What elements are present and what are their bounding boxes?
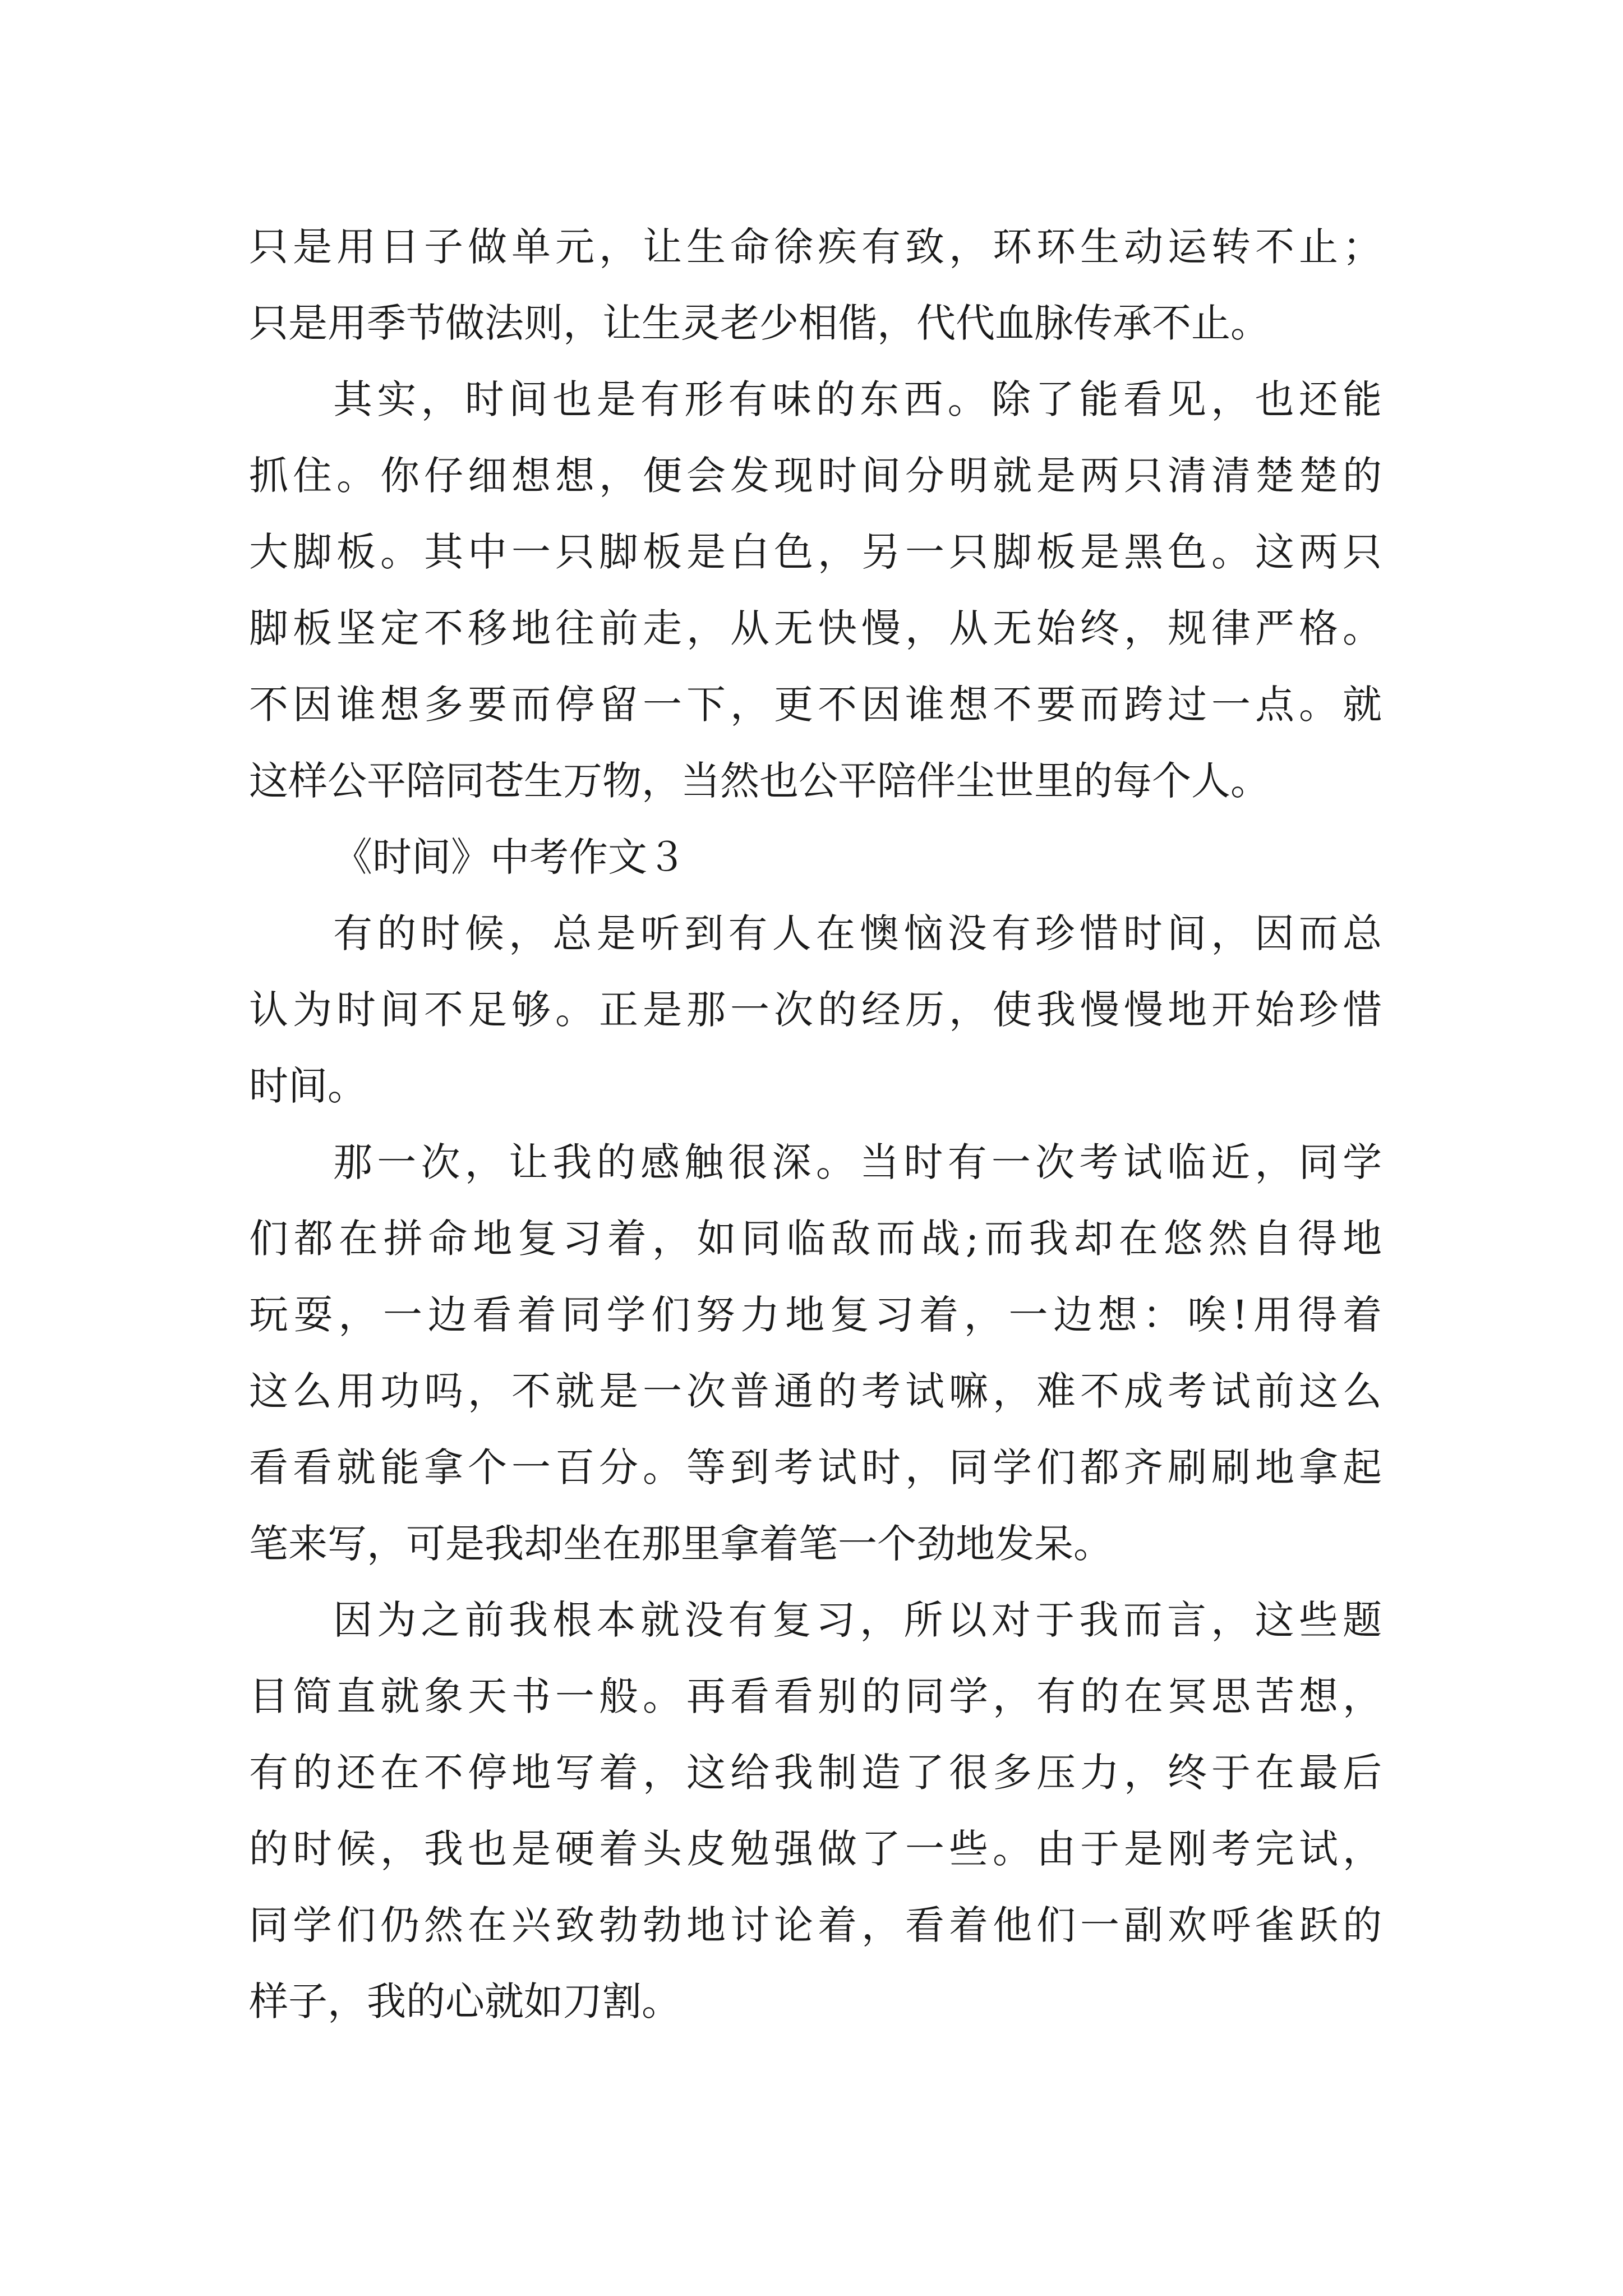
text-line: 看看就能拿个一百分。等到考试时，同学们都齐刷刷地拿起 (249, 1444, 1382, 1490)
text-line: 只是用日子做单元，让生命徐疾有致，环环生动运转不止； (249, 224, 1382, 270)
text-line: 脚板坚定不移地往前走，从无快慢，从无始终，规律严格。 (249, 605, 1382, 651)
paragraph-first-line: 其实，时间也是有形有味的东西。除了能看见，也还能 (333, 376, 1382, 422)
text-line: 有的还在不停地写着，这给我制造了很多压力，终于在最后 (249, 1750, 1382, 1796)
text-line: 笔来写，可是我却坐在那里拿着笔一个劲地发呆。 (249, 1521, 1113, 1567)
paragraph-first-line: 有的时候，总是听到有人在懊恼没有珍惜时间，因而总 (333, 910, 1382, 956)
section-heading: 《时间》中考作文３ (333, 834, 686, 880)
text-line: 大脚板。其中一只脚板是白色，另一只脚板是黑色。这两只 (249, 529, 1382, 575)
text-line: 同学们仍然在兴致勃勃地讨论着，看着他们一副欢呼雀跃的 (249, 1902, 1382, 1948)
paragraph-first-line: 那一次，让我的感触很深。当时有一次考试临近，同学 (333, 1139, 1382, 1185)
text-line: 的时候，我也是硬着头皮勉强做了一些。由于是刚考完试， (249, 1826, 1382, 1872)
text-line: 这样公平陪同苍生万物，当然也公平陪伴尘世里的每个人。 (249, 758, 1270, 804)
text-line: 样子，我的心就如刀割。 (249, 1978, 681, 2024)
text-line: 目简直就象天书一般。再看看别的同学，有的在冥思苦想， (249, 1673, 1382, 1719)
text-line: 抓住。你仔细想想，便会发现时间分明就是两只清清楚楚的 (249, 453, 1382, 499)
text-line: 认为时间不足够。正是那一次的经历，使我慢慢地开始珍惜 (249, 987, 1382, 1033)
text-line: 这么用功吗，不就是一次普通的考试嘛，难不成考试前这么 (249, 1368, 1382, 1414)
text-line: 们都在拼命地复习着，如同临敌而战;而我却在悠然自得地 (249, 1216, 1382, 1262)
text-line: 只是用季节做法则，让生灵老少相偕，代代血脉传承不止。 (249, 300, 1270, 346)
text-line: 玩耍，一边看着同学们努力地复习着，一边想：唉!用得着 (249, 1292, 1382, 1338)
paragraph-first-line: 因为之前我根本就没有复习，所以对于我而言，这些题 (333, 1597, 1382, 1643)
text-line: 不因谁想多要而停留一下，更不因谁想不要而跨过一点。就 (249, 682, 1382, 728)
text-line: 时间。 (249, 1063, 367, 1109)
